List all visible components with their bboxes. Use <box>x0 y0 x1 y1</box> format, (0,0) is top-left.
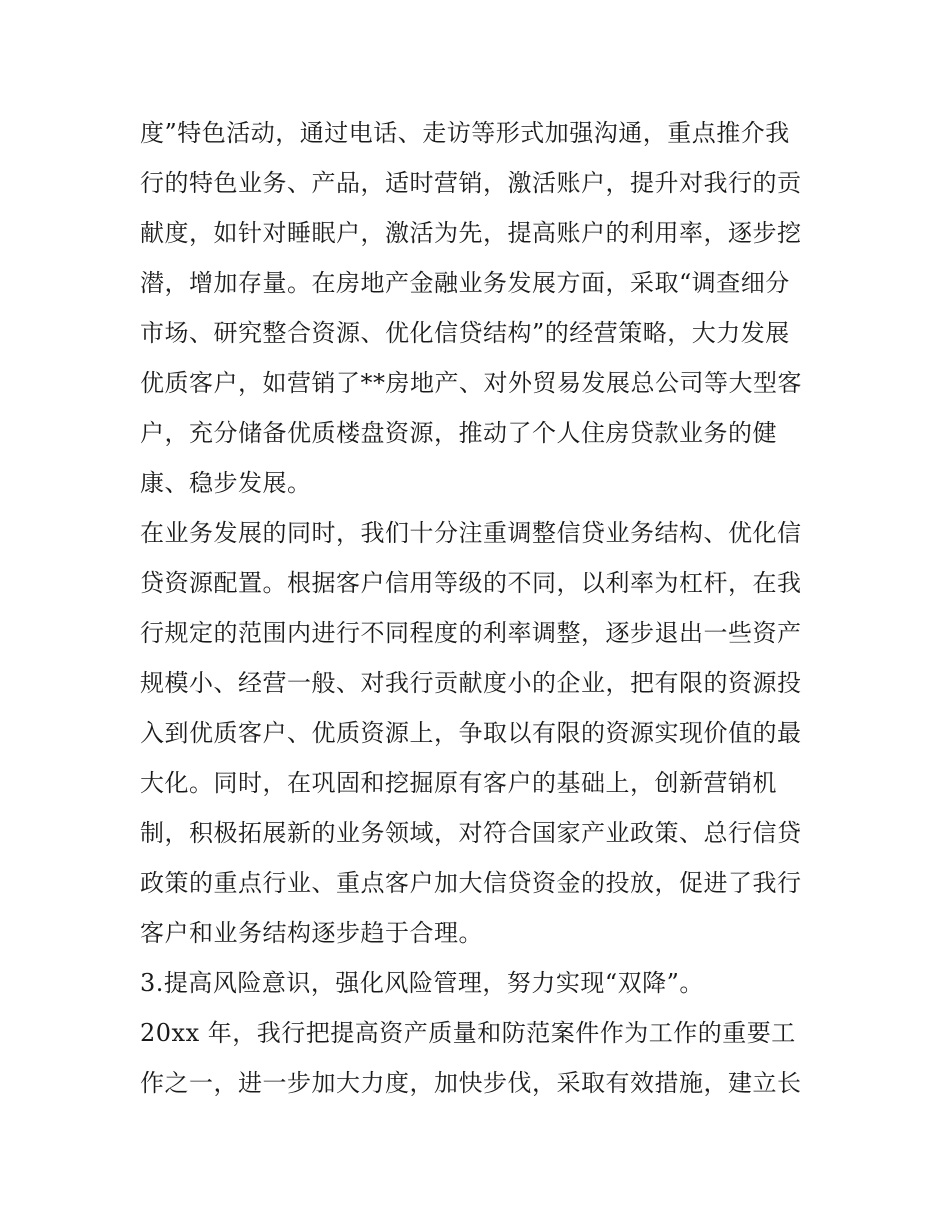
text-line-10: 贷资源配置。根据客户信用等级的不同，以利率为杠杆，在我 <box>140 569 802 597</box>
text-line-4: 潜，增加存量。在房地产金融业务发展方面，采取“调查细分 <box>140 269 790 297</box>
text-line-11: 行规定的范围内进行不同程度的利率调整，逐步退出一些资产 <box>140 619 802 647</box>
text-line-20: 作之一，进一步加大力度，加快步伐，采取有效措施，建立长 <box>140 1069 802 1097</box>
text-line-9: 在业务发展的同时，我们十分注重调整信贷业务结构、优化信 <box>140 519 802 547</box>
text-line-6: 优质客户，如营销了**房地产、对外贸易发展总公司等大型客 <box>140 369 802 397</box>
text-line-3: 献度，如针对睡眠户，激活为先，提高账户的利用率，逐步挖 <box>140 219 802 247</box>
text-line-15: 制，积极拓展新的业务领域，对符合国家产业政策、总行信贷 <box>140 819 802 847</box>
section-heading: 3.提高风险意识，强化风险管理，努力实现“双降”。 <box>140 969 704 997</box>
text-line-12: 规模小、经营一般、对我行贡献度小的企业，把有限的资源投 <box>140 669 802 697</box>
text-line-19: 20xx 年，我行把提高资产质量和防范案件作为工作的重要工 <box>140 1019 796 1047</box>
text-line-16: 政策的重点行业、重点客户加大信贷资金的投放，促进了我行 <box>140 869 802 897</box>
document-body <box>140 108 812 1108</box>
text-line-14: 大化。同时，在巩固和挖掘原有客户的基础上，创新营销机 <box>140 769 777 797</box>
text-line-8: 康、稳步发展。 <box>140 469 312 497</box>
text-line-13: 入到优质客户、优质资源上，争取以有限的资源实现价值的最 <box>140 719 802 747</box>
text-line-7: 户，充分储备优质楼盘资源，推动了个人住房贷款业务的健 <box>140 419 777 447</box>
text-line-17: 客户和业务结构逐步趋于合理。 <box>140 919 483 947</box>
text-line-5: 市场、研究整合资源、优化信贷结构”的经营策略，大力发展 <box>140 319 790 347</box>
text-line-1: 度”特色活动，通过电话、走访等形式加强沟通，重点推介我 <box>140 119 790 147</box>
text-line-2: 行的特色业务、产品，适时营销，激活账户，提升对我行的贡 <box>140 169 802 197</box>
